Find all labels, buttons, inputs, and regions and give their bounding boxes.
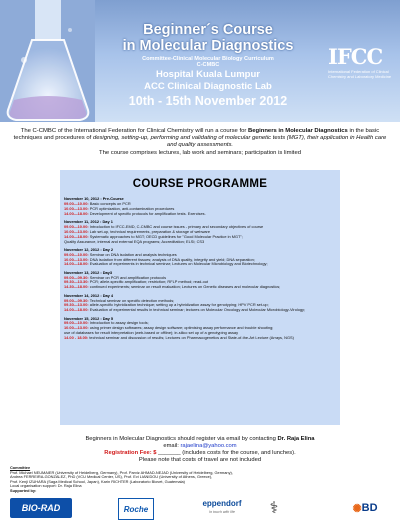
contact-name: Dr. Raja Elina xyxy=(277,436,315,442)
session-description: allele-specific hybridization technique; setting up a hybridization assay for genotyping; HPV PCR set-up; xyxy=(89,303,269,308)
programme-day xyxy=(64,248,337,268)
day-title: November 15, 2012 : Day 5 xyxy=(64,315,114,321)
session-description: use of databases for result interpretation (web-based or offline); in-silico set up of a genotyping assay xyxy=(64,331,239,336)
time-slot: 09.00—09.30: xyxy=(64,298,89,303)
time-slot: 10.00—13.00: xyxy=(64,206,89,211)
email-label: email: xyxy=(163,443,181,449)
day-title: November 14, 2012 : Day 4 xyxy=(64,292,114,298)
programme-day xyxy=(64,220,337,245)
intro-b: Beginners in Molecular Diagnostics xyxy=(247,128,348,134)
time-slot: 14.00—18.00: xyxy=(64,211,89,216)
time-slot: 09.00—10.00: xyxy=(64,201,89,206)
intro-paragraph xyxy=(10,128,390,150)
programme-day xyxy=(64,317,337,342)
fee-line xyxy=(10,450,390,457)
course-dates: 10th - 15th November 2012 xyxy=(128,94,288,108)
biorad-logo: BIO-RAD xyxy=(10,498,72,518)
registration-line1 xyxy=(10,436,390,443)
flask-image xyxy=(0,0,95,122)
session-description: PCR optimization, anti-contamination procedures xyxy=(89,206,175,211)
time-slot: 14.00—18.00: xyxy=(64,308,89,313)
session-description: Seminar on DNA isolation and analysis techniques xyxy=(89,252,177,257)
bd-name: BD xyxy=(361,502,378,514)
programme-day xyxy=(64,197,337,217)
schedule-row xyxy=(64,240,337,245)
session-description: Basic concepts on PCR xyxy=(89,201,131,206)
session-description: DNA isolation from different tissues; analysis of DNA quality, integrity and yield; DNA separation; xyxy=(89,257,255,262)
header-banner xyxy=(0,0,400,122)
schedule-row xyxy=(64,336,337,341)
fee-label: Registration Fee: $ xyxy=(104,450,159,456)
bd-logo xyxy=(345,498,385,518)
session-description: Quality Assurance, internal and external EQA programs; Accreditation; ELSI; CS3 xyxy=(64,239,205,244)
time-slot: 10.00—13.00: xyxy=(64,326,89,331)
course-title-line2: in Molecular Diagnostics xyxy=(122,38,294,54)
session-description: continued experiments; seminar on result evaluation; Lectures on Genetic diseases and molecular diagnostics; xyxy=(89,285,281,290)
local-support: Local organisation support: Dr. Raja Elina xyxy=(10,483,82,489)
session-description: Evaluation of experimental results in technical seminar; lectures on Molecular Oncology and Molecular Microbiology-Virology; xyxy=(89,308,306,313)
course-title-line1: Beginner´s Course xyxy=(143,22,273,38)
session-description: Introduction to assay design tools; xyxy=(89,321,149,326)
time-slot: 10.00—13.00: xyxy=(64,229,89,234)
bd-star-icon: ✺ xyxy=(352,502,362,515)
committee-subtitle: Committee-Clinical Molecular Biology Curriculum xyxy=(142,56,274,62)
schedule-row xyxy=(64,262,337,267)
header-text xyxy=(88,22,328,108)
day-title: November 13, 2012 : Day3 xyxy=(64,269,113,275)
time-slot: 14.30—18.00: xyxy=(64,285,89,290)
session-description: Evaluation of experiments in technical seminar; Lectures on Molecular Microbiology and Biotechnology; xyxy=(89,262,268,267)
eppendorf-tagline: In touch with life xyxy=(209,510,235,514)
programme-day xyxy=(64,271,337,291)
session-description: using primer design softwares; assay design software; optimising assay performance and trouble shooting; xyxy=(89,326,274,331)
intro-c: in the basic techniques and procedures of xyxy=(13,128,380,142)
time-slot: 14.00—18.00: xyxy=(64,262,89,267)
committee-line3: Prof. Kenji IZUHARA (Saga Medical School, Japan), Karin RICHTER (Laboratorio Biovet, Guatemala) xyxy=(10,478,185,484)
committee-section xyxy=(10,466,390,494)
intro-text xyxy=(10,128,390,157)
time-slot: 09.00—10.00: xyxy=(64,321,89,326)
committee-line1: Prof. Michael NEUMAIER (University of Heidelberg, Germany), Prof. Parviz AHMAD-NEJAD (University of Heidelberg, Germany), xyxy=(10,469,233,475)
time-slot: 09.00—10.00: xyxy=(64,224,89,229)
time-slot: 14.00—18.00: xyxy=(64,234,89,239)
lab-name: ACC Clinical Diagnostic Lab xyxy=(144,81,272,92)
day-title: November 11, 2012 : Day 1 xyxy=(64,218,113,224)
programme-title: COURSE PROGRAMME xyxy=(132,178,268,190)
register-text: Beginners in Molecular Diagnostics should register via email by contacting xyxy=(85,436,278,442)
session-description: Technical seminar on specific detection methods; xyxy=(89,298,175,303)
time-slot: 09.00—09.30: xyxy=(64,275,89,280)
schedule-row xyxy=(64,212,337,217)
registration-info xyxy=(10,436,390,464)
email-link[interactable]: rajaelina@yahoo.com xyxy=(180,443,237,449)
intro-d: designing, setting-up, performing and validating of molecular genetic tests (MGT), their application in Health care and quality assessments. xyxy=(92,135,387,149)
programme-days xyxy=(64,197,337,344)
committee-line2: Andrea FERREIRA-GONZALEZ, PhD (VCU Medical Center, US), Prof. Evi LIANIDOU (University of Athens, Greece), xyxy=(10,474,213,480)
day-title: November 12, 2012 : Day 2 xyxy=(64,246,114,252)
fee-note: (includes costs for the course, and lunches). xyxy=(180,450,296,456)
eppendorf-logo xyxy=(196,498,248,518)
time-slot: 09.30—13.30: xyxy=(64,280,89,285)
intro-participation: The course comprises lectures, lab work and seminars; participation is limited xyxy=(99,149,301,156)
roche-logo: Roche xyxy=(118,498,154,520)
session-description: technical seminar and discussion of results; Lectures on Pharmacogenetics and State-of-the-Art Lecture (Arrays, NGS) xyxy=(89,336,294,341)
schedule-row xyxy=(64,285,337,290)
fee-blank: _______ xyxy=(158,450,181,456)
time-slot: 09.00—10.00: xyxy=(64,252,89,257)
committee-label: Committee xyxy=(10,465,31,470)
time-slot: 10.00—13.00: xyxy=(64,257,89,262)
sponsor-logos xyxy=(10,496,390,520)
intro-a: The C-CMBC of the International Federation for Clinical Chemistry will run a course for xyxy=(20,128,248,134)
email-line xyxy=(10,443,390,450)
course-programme-box xyxy=(60,170,340,425)
session-description: Introduction to IFCC-EMD, C-CMBC and course issues - primary and secondary objectives of course xyxy=(89,224,264,229)
eppendorf-name: eppendorf xyxy=(202,499,242,508)
day-title: November 10, 2012 : Pre-Course xyxy=(64,196,124,201)
ifcc-logo xyxy=(328,44,392,79)
session-description: Development of specific protocols for amplification tests. Exercises. xyxy=(89,211,206,216)
session-description: Seminar on PCR and amplification protocols xyxy=(89,275,167,280)
hospital-name: Hospital Kuala Lumpur xyxy=(156,69,260,80)
programme-day xyxy=(64,294,337,314)
travel-note: Please note that costs of travel are not included xyxy=(138,457,262,463)
ifcc-text: International Federation of Clinical Chemistry and Laboratory Medicine xyxy=(328,69,392,79)
caduceus-icon: ⚕ xyxy=(269,500,279,517)
schedule-row xyxy=(64,308,337,313)
session-description: Systematic approaches to MGT; OECD guidelines for "Good Molecular Practice in MGT"; xyxy=(89,234,243,239)
session-description: Lab set-up, technical requirements, preparation & storage of webware xyxy=(89,229,211,234)
time-slot: 09.30—13.00: xyxy=(64,303,89,308)
supported-by: Supported by: xyxy=(10,487,37,493)
ifcc-mark: IFCC xyxy=(328,44,383,69)
session-description: PCR; allele-specific amplification; restriction; RFLP method; read-out xyxy=(89,280,208,285)
cmbc-label: C-CMBC xyxy=(196,62,220,68)
time-slot: 14.00 - 18.00: xyxy=(64,336,89,341)
